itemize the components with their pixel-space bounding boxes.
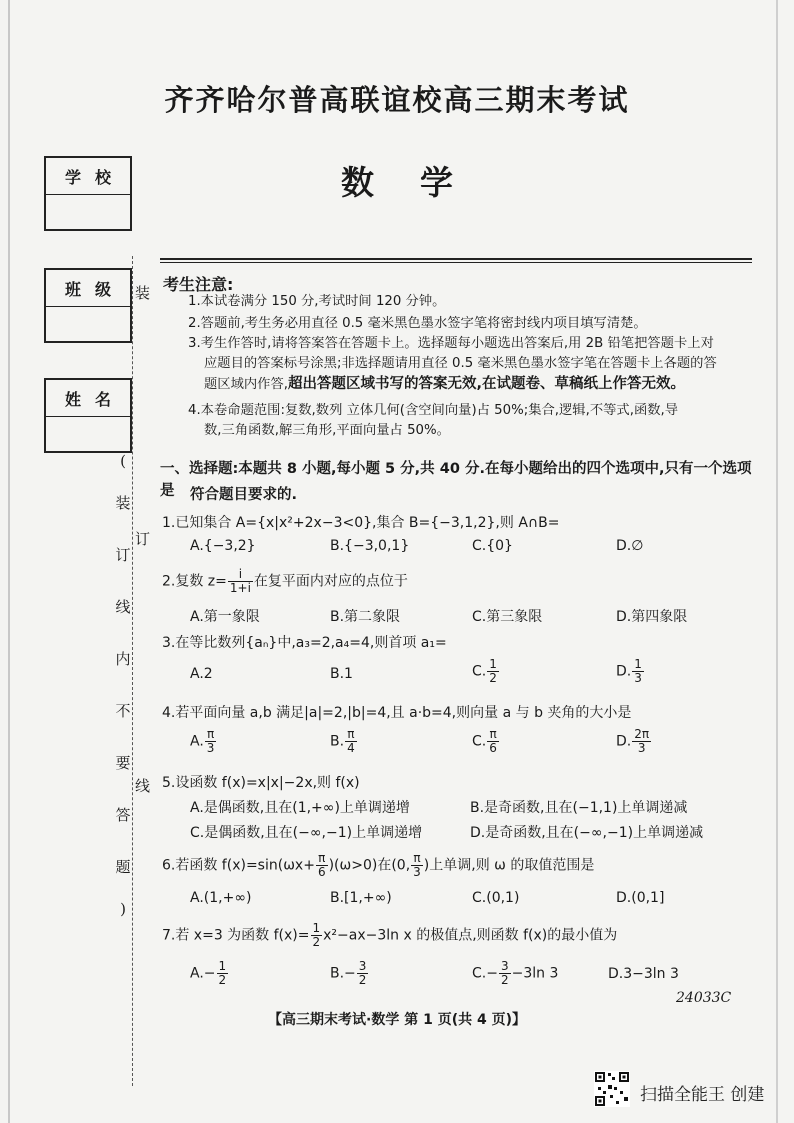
q2-num: i (228, 568, 253, 582)
q7-option-d[interactable]: D.3−3ln 3 (608, 966, 679, 982)
q7-a-label: A.− (190, 965, 216, 982)
notice-item-4a: 4.本卷命题范围:复数,数列 立体几何(含空间向量)占 50%;集合,逻辑,不等式,函数,导 (188, 403, 679, 418)
q3-option-a[interactable]: A.2 (190, 666, 213, 682)
question-7-stem (162, 922, 762, 949)
binding-mark-zhuang: 装 (135, 284, 151, 302)
q7-c-den: 2 (500, 973, 509, 987)
name-label: 姓名 (46, 380, 130, 417)
q4-c-label: C. (472, 733, 487, 750)
q7-b-label: B.− (330, 965, 356, 982)
notice-item-3b: 应题目的答案标号涂黑;非选择题请用直径 0.5 毫米黑色墨水签字笔在答题卡上各题的答 (204, 356, 717, 371)
q2-option-b[interactable]: B.第二象限 (330, 609, 401, 625)
q7-a-fraction (217, 960, 229, 987)
q7-c-post: −3ln 3 (511, 965, 559, 982)
binding-mark-xian: 线 (135, 777, 151, 795)
q7-c-num: 3 (500, 959, 509, 973)
q7-num: 1 (312, 921, 321, 935)
q7-b-fraction (357, 960, 369, 987)
exam-title: 齐齐哈尔普高联谊校高三期末考试 (164, 83, 630, 117)
q7-c-fraction (499, 960, 511, 987)
q6-den-1: 6 (317, 865, 326, 879)
binding-mark-ding: 订 (135, 530, 151, 548)
q6-fraction-2 (411, 852, 423, 879)
q4-d-den: 3 (637, 741, 646, 755)
q2-stem-post: 在复平面内对应的点位于 (253, 573, 408, 590)
vertical-char: 装 (115, 494, 131, 512)
q3-option-d[interactable] (616, 658, 645, 685)
q3-c-label: C. (472, 663, 487, 680)
school-blank[interactable] (46, 195, 130, 229)
notice-item-3d: 超出答题区域书写的答案无效,在试题卷、草稿纸上作答无效。 (288, 376, 686, 392)
vertical-char: 不 (115, 702, 131, 720)
q4-a-label: A. (190, 733, 204, 750)
question-1-stem: 1.已知集合 A={x|x²+2x−3<0},集合 B={−3,1,2},则 A∩B= (162, 515, 560, 531)
name-blank[interactable] (46, 417, 130, 451)
q2-den: 1+i (229, 581, 251, 595)
q3-d-num: 1 (634, 657, 642, 671)
q6-stem-pre: 6.若函数 f(x)=sin(ωx+ (162, 857, 315, 874)
q5-option-c[interactable]: C.是偶函数,且在(−∞,−1)上单调递增 (190, 825, 423, 841)
vertical-char: ) (120, 900, 126, 918)
q1-option-a[interactable]: A.{−3,2} (190, 538, 256, 554)
notice-item-3c: 题区域内作答, (204, 377, 289, 392)
q5-option-a[interactable]: A.是偶函数,且在(1,+∞)上单调递增 (190, 800, 410, 816)
class-label: 班级 (46, 270, 130, 307)
q4-d-fraction (632, 728, 651, 755)
q7-option-c[interactable] (472, 960, 558, 987)
q2-option-d[interactable]: D.第四象限 (616, 609, 688, 625)
q4-option-a[interactable] (190, 728, 217, 755)
q4-d-label: D. (616, 733, 632, 750)
paper-code: 24033C (676, 990, 732, 1006)
page-footer: 【高三期末考试·数学 第 1 页(共 4 页)】 (268, 1012, 526, 1028)
question-5-stem: 5.设函数 f(x)=x|x|−2x,则 f(x) (162, 775, 360, 791)
q4-option-b[interactable] (330, 728, 358, 755)
q3-d-fraction (632, 658, 644, 685)
notice-heading: 考生注意: (163, 275, 234, 294)
q7-c-label: C.− (472, 965, 498, 982)
q4-b-fraction (345, 728, 357, 755)
q6-num-1: π (316, 852, 328, 866)
q6-stem-post: )上单调,则 ω 的取值范围是 (423, 857, 595, 874)
q4-b-label: B. (330, 733, 345, 750)
qr-code-icon (594, 1071, 630, 1107)
section-heading: 一、选择题:本题共 8 小题,每小题 5 分,共 40 分.在每小题给出的四个选项中,只有一个选项是 (160, 461, 752, 499)
notice-item-1: 1.本试卷满分 150 分,考试时间 120 分钟。 (188, 294, 446, 309)
subject-title: 数学 (341, 163, 499, 202)
watermark-text: 扫描全能王 创建 (640, 1085, 765, 1105)
q4-a-den: 3 (206, 741, 215, 755)
vertical-char: 订 (115, 546, 131, 564)
q4-c-num: π (487, 728, 499, 742)
q4-a-fraction (205, 728, 217, 755)
q7-fraction (311, 922, 323, 949)
q6-option-a[interactable]: A.(1,+∞) (190, 890, 252, 906)
notice-item-4b: 数,三角函数,解三角形,平面向量占 50%。 (204, 423, 450, 438)
q3-d-den: 3 (634, 671, 642, 685)
q6-num-2: π (411, 852, 423, 866)
q4-b-num: π (345, 728, 357, 742)
q3-option-b[interactable]: B.1 (330, 666, 353, 682)
binding-line (132, 256, 133, 1086)
vertical-char: 内 (115, 650, 131, 668)
question-3-stem: 3.在等比数列{aₙ}中,a₃=2,a₄=4,则首项 a₁= (162, 635, 447, 651)
vertical-char: ( (120, 452, 126, 470)
q3-option-c[interactable] (472, 658, 500, 685)
question-4-stem: 4.若平面向量 a,b 满足|a|=2,|b|=4,且 a·b=4,则向量 a 与 b 夹角的大小是 (162, 705, 632, 721)
q5-option-d[interactable]: D.是奇函数,且在(−∞,−1)上单调递减 (470, 825, 704, 841)
q3-c-den: 2 (489, 671, 497, 685)
vertical-char: 要 (115, 754, 131, 772)
notice-item-2: 2.答题前,考生务必用直径 0.5 毫米黑色墨水签字笔将密封线内项目填写清楚。 (188, 316, 647, 331)
notice-item-3c-line (204, 375, 764, 394)
q7-option-a[interactable] (190, 960, 229, 987)
vertical-char: 线 (115, 598, 131, 616)
q4-option-d[interactable] (616, 728, 652, 755)
question-6-stem (162, 852, 762, 879)
q5-option-b[interactable]: B.是奇函数,且在(−1,1)上单调递减 (470, 800, 688, 816)
q6-stem-mid: )(ω>0)在(0, (328, 857, 411, 874)
q3-c-num: 1 (489, 657, 497, 671)
q7-option-b[interactable] (330, 960, 369, 987)
q2-fraction (228, 568, 253, 595)
q3-d-label: D. (616, 663, 632, 680)
q6-den-2: 3 (413, 865, 421, 879)
q7-a-num: 1 (218, 959, 227, 973)
school-label: 学校 (46, 158, 130, 195)
q4-option-c[interactable] (472, 728, 500, 755)
q2-option-c[interactable]: C.第三象限 (472, 609, 543, 625)
q7-stem-pre: 7.若 x=3 为函数 f(x)= (162, 927, 310, 944)
q6-option-d[interactable]: D.(0,1] (616, 890, 665, 906)
class-blank[interactable] (46, 307, 130, 341)
q6-option-c[interactable]: C.(0,1) (472, 890, 520, 906)
q1-option-d[interactable]: D.∅ (616, 538, 644, 554)
q1-option-c[interactable]: C.{0} (472, 538, 513, 554)
q1-option-b[interactable]: B.{−3,0,1} (330, 538, 410, 554)
question-2-stem (162, 568, 762, 595)
class-box (44, 268, 132, 343)
q7-b-num: 3 (358, 959, 367, 973)
name-box (44, 378, 132, 453)
q4-c-den: 6 (489, 741, 497, 755)
q2-option-a[interactable]: A.第一象限 (190, 609, 260, 625)
q6-option-b[interactable]: B.[1,+∞) (330, 890, 392, 906)
q3-c-fraction (487, 658, 499, 685)
q7-den: 2 (312, 935, 321, 949)
q6-fraction-1 (316, 852, 328, 879)
q4-d-num: 2π (634, 727, 650, 741)
q7-a-den: 2 (218, 973, 227, 987)
q2-stem-pre: 2.复数 z= (162, 573, 227, 590)
q7-b-den: 2 (358, 973, 367, 987)
notice-item-3a: 3.考生作答时,请将答案答在答题卡上。选择题每小题选出答案后,用 2B 铅笔把答题卡上对 (188, 336, 714, 351)
header-rule (160, 258, 752, 263)
q4-c-fraction (487, 728, 499, 755)
q4-b-den: 4 (347, 741, 355, 755)
school-box (44, 156, 132, 231)
section-heading-cont: 符合题目要求的. (190, 487, 298, 503)
vertical-char: 答 (115, 806, 131, 824)
q4-a-num: π (205, 728, 217, 742)
q7-stem-post: x²−ax−3ln x 的极值点,则函数 f(x)的最小值为 (323, 927, 618, 944)
vertical-char: 题 (115, 858, 131, 876)
